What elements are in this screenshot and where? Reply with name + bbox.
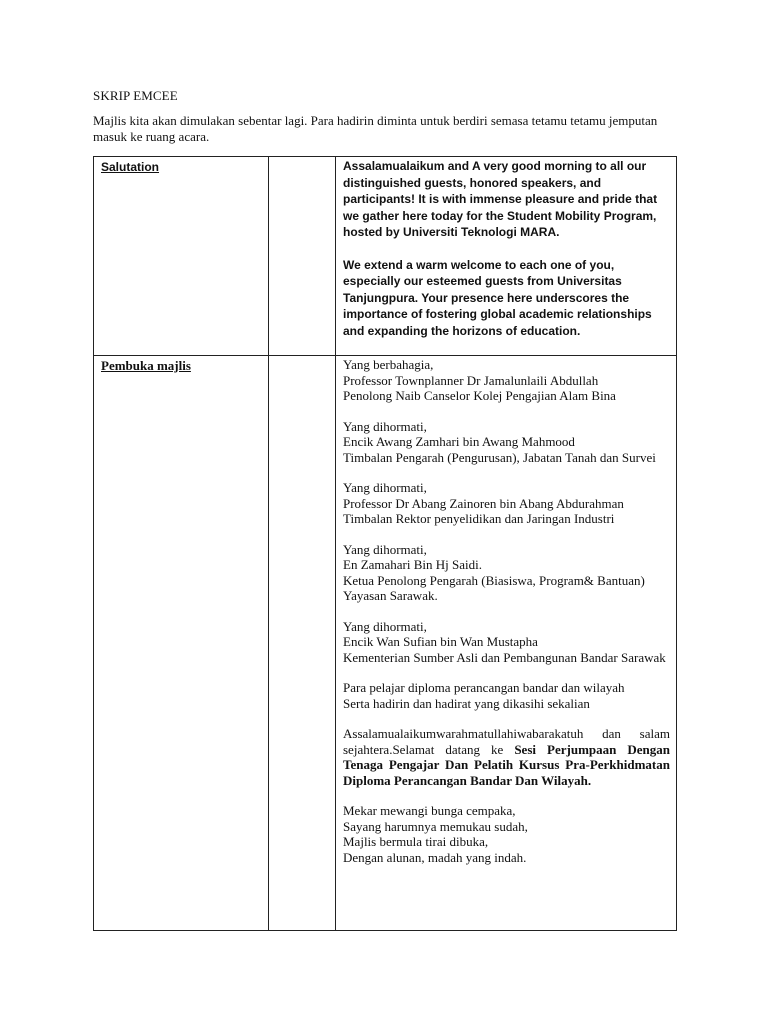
guest-name: Professor Townplanner Dr Jamalunlaili Abdullah <box>343 372 599 388</box>
pantun-line: Dengan alunan, madah yang indah. <box>343 849 527 865</box>
pantun-line: Mekar mewangi bunga cempaka, <box>343 803 516 818</box>
label-cell <box>94 356 269 931</box>
audience-block <box>343 680 670 711</box>
pantun-block <box>343 803 670 865</box>
label-cell <box>94 157 269 356</box>
pantun-line: Majlis bermula tirai dibuka, <box>343 834 489 849</box>
greeting-line: Yang dihormati, <box>343 541 427 557</box>
guest-name: Encik Awang Zamhari bin Awang Mahmood <box>343 434 575 449</box>
empty-cell <box>269 356 336 931</box>
table-row-salutation <box>94 157 677 356</box>
guest-block <box>343 619 670 666</box>
script-table <box>93 156 677 931</box>
guest-block <box>343 419 670 466</box>
opening-text <box>343 357 670 865</box>
salutation-paragraph: We extend a warm welcome to each one of you, especially our esteemed guests from Universitas Tanjungpura. Your presence here underscores the importance of fostering global academic relationships and expanding the horizons of education. <box>343 257 652 338</box>
guest-title: Ketua Penolong Pengarah (Biasiswa, Program& Bantuan) Yayasan Sarawak. <box>343 572 645 603</box>
session-name: Sesi Perjumpaan Dengan Tenaga Pengajar Dan Pelatih Kursus Pra-Perkhidmatan Diploma Perancangan Bandar Dan Wilayah. <box>343 741 670 788</box>
greeting-line: Yang berbahagia, <box>343 357 434 372</box>
content-cell <box>336 356 677 931</box>
table-row-pembuka-majlis <box>94 356 677 931</box>
guest-block <box>343 357 670 404</box>
audience-line: Para pelajar diploma perancangan bandar dan wilayah <box>343 680 625 695</box>
intro-paragraph: Majlis kita akan dimulakan sebentar lagi. Para hadirin diminta untuk berdiri semasa tetamu tetamu jemputan masuk ke ruang acara. <box>93 113 658 144</box>
salutation-text <box>343 158 670 339</box>
greeting-line: Yang dihormati, <box>343 618 427 634</box>
row-label-salutation: Salutation <box>101 160 160 174</box>
row-label-pembuka-majlis: Pembuka majlis <box>101 358 191 373</box>
guest-name: Encik Wan Sufian bin Wan Mustapha <box>343 634 538 649</box>
pantun-line: Sayang harumnya memukau sudah, <box>343 818 528 834</box>
document-title: SKRIP EMCEE <box>93 88 178 103</box>
guest-name: Professor Dr Abang Zainoren bin Abang Abdurahman <box>343 495 624 511</box>
guest-title: Timbalan Rektor penyelidikan dan Jaringan Industri <box>343 511 615 526</box>
guest-name: En Zamahari Bin Hj Saidi. <box>343 557 483 572</box>
welcome-paragraph <box>343 726 670 788</box>
greeting-line: Yang dihormati, <box>343 418 427 434</box>
guest-block <box>343 542 670 604</box>
salutation-paragraph: Assalamualaikum and A very good morning to all our distinguished guests, honored speakers, and participants! It is with immense pleasure and pride that we gather here today for the Student Mobility Program, hosted by Universiti Teknologi MARA. <box>343 159 658 239</box>
guest-title: Timbalan Pengarah (Pengurusan), Jabatan Tanah dan Survei <box>343 449 656 465</box>
greeting-line: Yang dihormati, <box>343 480 427 495</box>
guest-title: Penolong Naib Canselor Kolej Pengajian Alam Bina <box>343 388 616 403</box>
content-cell <box>336 157 677 356</box>
empty-cell <box>269 157 336 356</box>
welcome-text: Assalamualaikumwarahmatullahiwabarakatuh dan salam sejahtera.Selamat datang ke <box>343 726 670 757</box>
guest-title: Kementerian Sumber Asli dan Pembangunan Bandar Sarawak <box>343 649 666 665</box>
audience-line: Serta hadirin dan hadirat yang dikasihi sekalian <box>343 695 590 711</box>
guest-block <box>343 480 670 527</box>
